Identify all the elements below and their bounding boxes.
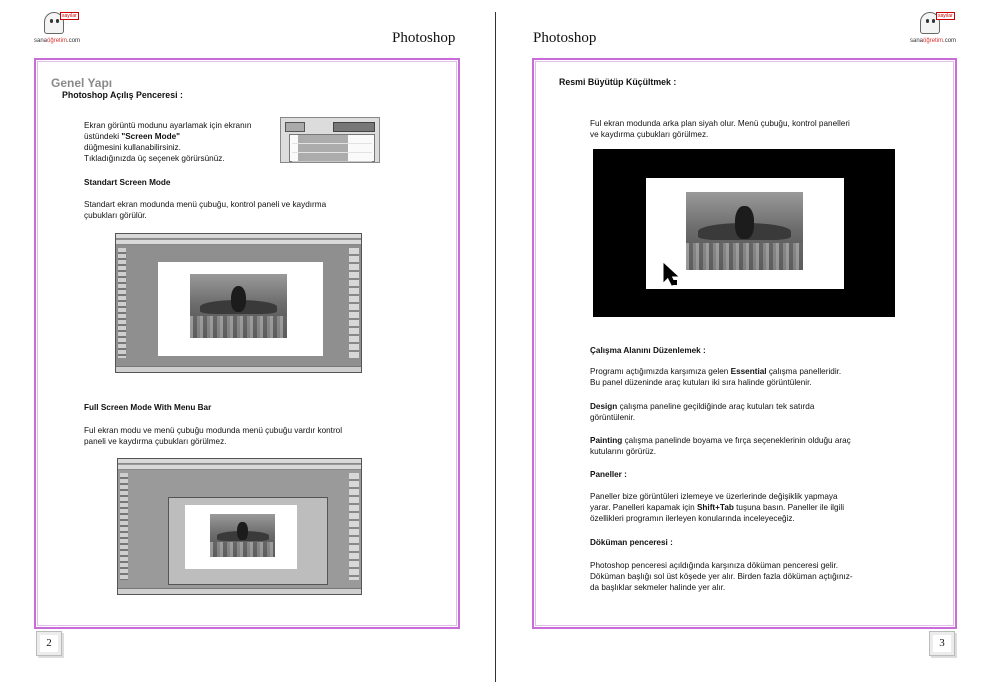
panels-line-2: yarar. Panelleri kapamak için Shift+Tab tuşuna basın. Paneller ile ilgili bbox=[590, 503, 845, 512]
header-title: Photoshop bbox=[533, 30, 597, 46]
swimmer-image-large bbox=[686, 192, 803, 270]
standard-mode-screenshot bbox=[115, 233, 362, 373]
swimmer-image bbox=[190, 274, 287, 338]
swimmer-image-small bbox=[210, 514, 275, 557]
standard-line-1: Standart ekran modunda menü çubuğu, kontrol paneli ve kaydırma bbox=[84, 200, 327, 209]
page-number: 3 bbox=[929, 631, 955, 656]
intro-line-4: Tıkladığınızda üç seçenek görürsünüz. bbox=[84, 154, 225, 163]
fullmenu-line-2: paneli ve kaydırma çubukları görülmez. bbox=[84, 437, 227, 446]
workspace-p1: Programı açtığımızda karşımıza gelen Essential çalışma panelleridir. bbox=[590, 367, 842, 376]
panels-heading: Paneller : bbox=[590, 470, 627, 479]
document-heading: Döküman penceresi : bbox=[590, 538, 673, 547]
logo-url: sanaöğretim.com bbox=[910, 38, 957, 44]
cursor-arrow-icon bbox=[663, 263, 681, 287]
header-title: Photoshop bbox=[392, 30, 456, 46]
screen-mode-menu-screenshot bbox=[280, 117, 380, 163]
logo-bubble: sayılar bbox=[938, 13, 953, 19]
logo-bubble: sayılar bbox=[62, 13, 77, 19]
panels-line-1: Paneller bize görüntüleri izlemeye ve üzerlerinde değişiklik yapmaya bbox=[590, 492, 838, 501]
screen-mode-options bbox=[289, 134, 375, 162]
fullscreen-mode-screenshot bbox=[593, 149, 895, 317]
fullscreen-line-1: Ful ekran modunda arka plan siyah olur. Menü çubuğu, kontrol panelleri bbox=[590, 119, 850, 128]
left-page bbox=[0, 0, 495, 700]
section-title: Genel Yapı bbox=[51, 76, 113, 90]
site-logo bbox=[910, 12, 962, 46]
book-spine bbox=[495, 12, 496, 682]
document-line-2: Döküman başlığı sol üst köşede yer alır. Birden fazla döküman açtığınız- bbox=[590, 572, 853, 581]
resize-heading: Resmi Büyütüp Küçültmek : bbox=[559, 77, 677, 87]
fullscreen-line-2: ve kaydırma çubukları görülmez. bbox=[590, 130, 709, 139]
intro-line-2: üstündeki "Screen Mode" bbox=[84, 132, 181, 141]
workspace-p3-line2: kutularını görürüz. bbox=[590, 447, 656, 456]
right-page bbox=[497, 0, 991, 700]
screen-mode-button bbox=[285, 122, 305, 132]
fullmenu-heading: Full Screen Mode With Menu Bar bbox=[84, 403, 212, 412]
fullmenu-line-1: Ful ekran modu ve menü çubuğu modunda menü çubuğu vardır kontrol bbox=[84, 426, 343, 435]
document-line-3: da başlıklar sekmeler halinde yer alır. bbox=[590, 583, 726, 592]
panels-line-3: özellikleri programın ilerleyen konularında inceleyeceğiz. bbox=[590, 514, 795, 523]
workspace-p3: Painting çalışma panelinde boyama ve fırça seçeneklerinin olduğu araç bbox=[590, 436, 851, 445]
standard-line-2: çubukları görülür. bbox=[84, 211, 147, 220]
workspace-heading: Çalışma Alanını Düzenlemek : bbox=[590, 346, 706, 355]
site-logo bbox=[34, 12, 86, 46]
intro-line-1: Ekran görüntü modunu ayarlamak için ekranın bbox=[84, 121, 252, 130]
fullmenu-mode-screenshot bbox=[117, 458, 362, 595]
standard-heading: Standart Screen Mode bbox=[84, 178, 171, 187]
workspace-p2: Design çalışma paneline geçildiğinde araç kutuları tek satırda bbox=[590, 402, 815, 411]
logo-url: sanaöğretim.com bbox=[34, 38, 81, 44]
page-number: 2 bbox=[36, 631, 62, 656]
workspace-button bbox=[333, 122, 375, 132]
intro-line-3: düğmesini kullanabilirsiniz. bbox=[84, 143, 181, 152]
workspace-p2-line2: görüntülenir. bbox=[590, 413, 636, 422]
workspace-p1-line2: Bu panel düzeninde araç kutuları iki sıra halinde görüntülenir. bbox=[590, 378, 812, 387]
document-line-1: Photoshop penceresi açıldığında karşınıza döküman penceresi gelir. bbox=[590, 561, 839, 570]
subtitle: Photoshop Açılış Penceresi : bbox=[62, 90, 183, 100]
